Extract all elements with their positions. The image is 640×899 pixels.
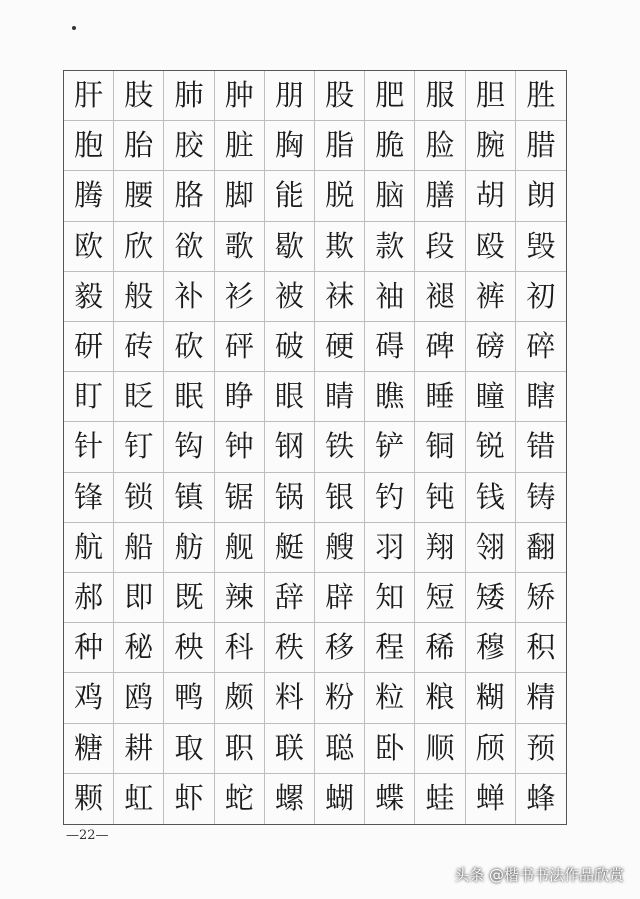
character-cell: 锐 bbox=[466, 422, 516, 472]
character-cell: 袖 bbox=[365, 272, 415, 322]
character-cell: 胳 bbox=[164, 171, 214, 221]
character-cell: 腕 bbox=[466, 121, 516, 171]
ink-dot bbox=[72, 26, 76, 30]
character-cell: 虹 bbox=[114, 774, 164, 824]
character-cell: 错 bbox=[516, 422, 566, 472]
character-cell: 艇 bbox=[265, 523, 315, 573]
character-cell: 科 bbox=[215, 623, 265, 673]
character-cell: 穆 bbox=[466, 623, 516, 673]
character-cell: 即 bbox=[114, 573, 164, 623]
character-cell: 砍 bbox=[164, 322, 214, 372]
character-cell: 脑 bbox=[365, 171, 415, 221]
character-cell: 锅 bbox=[265, 473, 315, 523]
character-cell: 褪 bbox=[415, 272, 465, 322]
character-cell: 矮 bbox=[466, 573, 516, 623]
character-cell: 膳 bbox=[415, 171, 465, 221]
character-cell: 脸 bbox=[415, 121, 465, 171]
character-cell: 秧 bbox=[164, 623, 214, 673]
character-cell: 粒 bbox=[365, 673, 415, 723]
character-cell: 睛 bbox=[315, 372, 365, 422]
character-cell: 被 bbox=[265, 272, 315, 322]
character-cell: 种 bbox=[64, 623, 114, 673]
character-cell: 磅 bbox=[466, 322, 516, 372]
character-cell: 翔 bbox=[415, 523, 465, 573]
character-cell: 翻 bbox=[516, 523, 566, 573]
watermark-text: 头条 @楷书书法作品欣赏 bbox=[454, 866, 624, 884]
character-cell: 段 bbox=[415, 222, 465, 272]
character-cell: 胶 bbox=[164, 121, 214, 171]
character-cell: 针 bbox=[64, 422, 114, 472]
character-cell: 取 bbox=[164, 724, 214, 774]
character-cell: 钩 bbox=[164, 422, 214, 472]
character-cell: 欣 bbox=[114, 222, 164, 272]
character-cell: 睡 bbox=[415, 372, 465, 422]
character-cell: 锯 bbox=[215, 473, 265, 523]
character-cell: 颗 bbox=[64, 774, 114, 824]
character-cell: 船 bbox=[114, 523, 164, 573]
character-cell: 铲 bbox=[365, 422, 415, 472]
character-cell: 蜂 bbox=[526, 781, 556, 816]
character-cell: 胆 bbox=[466, 71, 516, 121]
practice-grid bbox=[63, 70, 567, 825]
character-cell: 硬 bbox=[315, 322, 365, 372]
character-cell: 盯 bbox=[64, 372, 114, 422]
character-cell: 积 bbox=[516, 623, 566, 673]
character-cell: 预 bbox=[516, 724, 566, 774]
character-cell: 毅 bbox=[64, 272, 114, 322]
character-cell: 碑 bbox=[415, 322, 465, 372]
character-cell: 移 bbox=[315, 623, 365, 673]
character-cell: 腰 bbox=[114, 171, 164, 221]
character-cell: 郝 bbox=[64, 573, 114, 623]
character-cell: 胞 bbox=[64, 121, 114, 171]
character-cell: 颇 bbox=[215, 673, 265, 723]
character-cell: 辟 bbox=[315, 573, 365, 623]
character-cell: 粮 bbox=[415, 673, 465, 723]
character-cell: 短 bbox=[415, 573, 465, 623]
page-number: —22— bbox=[66, 828, 109, 843]
character-cell: 肢 bbox=[114, 71, 164, 121]
character-cell: 款 bbox=[365, 222, 415, 272]
character-cell: 钓 bbox=[365, 473, 415, 523]
character-cell: 料 bbox=[265, 673, 315, 723]
character-cell: 鸭 bbox=[164, 673, 214, 723]
character-cell: 脱 bbox=[315, 171, 365, 221]
character-cell: 卧 bbox=[365, 724, 415, 774]
character-cell: 联 bbox=[265, 724, 315, 774]
character-cell: 矫 bbox=[516, 573, 566, 623]
character-cell: 舰 bbox=[215, 523, 265, 573]
character-cell: 蛇 bbox=[215, 774, 265, 824]
character-cell: 肿 bbox=[215, 71, 265, 121]
character-cell: 砰 bbox=[215, 322, 265, 372]
character-cell: 研 bbox=[64, 322, 114, 372]
character-cell: 稀 bbox=[415, 623, 465, 673]
character-cell: 鸥 bbox=[114, 673, 164, 723]
character-cell: 铁 bbox=[315, 422, 365, 472]
character-cell: 脂 bbox=[315, 121, 365, 171]
character-cell: 袜 bbox=[315, 272, 365, 322]
character-cell: 粉 bbox=[315, 673, 365, 723]
character-cell: 糊 bbox=[466, 673, 516, 723]
character-cell: 朋 bbox=[265, 71, 315, 121]
character-cell: 铜 bbox=[415, 422, 465, 472]
character-cell: 肺 bbox=[164, 71, 214, 121]
character-cell: 砖 bbox=[114, 322, 164, 372]
character-cell: 殴 bbox=[466, 222, 516, 272]
character-cell: 秘 bbox=[114, 623, 164, 673]
character-cell: 羽 bbox=[365, 523, 415, 573]
character-cell: 朗 bbox=[516, 171, 566, 221]
character-cell: 睁 bbox=[215, 372, 265, 422]
character-cell: 螺 bbox=[265, 774, 315, 824]
character-cell: 歌 bbox=[215, 222, 265, 272]
character-cell: 欧 bbox=[64, 222, 114, 272]
character-cell: 铸 bbox=[516, 473, 566, 523]
character-cell: 钢 bbox=[265, 422, 315, 472]
character-cell: 职 bbox=[215, 724, 265, 774]
character-cell: 镇 bbox=[164, 473, 214, 523]
character-cell: 锋 bbox=[64, 473, 114, 523]
character-cell: 瞧 bbox=[365, 372, 415, 422]
character-cell: 能 bbox=[265, 171, 315, 221]
character-cell: 腾 bbox=[64, 171, 114, 221]
character-cell: 糖 bbox=[64, 724, 114, 774]
character-cell: 耕 bbox=[114, 724, 164, 774]
character-cell: 程 bbox=[365, 623, 415, 673]
character-cell: 服 bbox=[415, 71, 465, 121]
character-cell: 艘 bbox=[315, 523, 365, 573]
character-cell: 脚 bbox=[215, 171, 265, 221]
character-cell: 精 bbox=[516, 673, 566, 723]
character-cell: 毁 bbox=[516, 222, 566, 272]
character-cell: 银 bbox=[315, 473, 365, 523]
character-cell: 钝 bbox=[415, 473, 465, 523]
character-cell: 眠 bbox=[164, 372, 214, 422]
character-cell: 辣 bbox=[215, 573, 265, 623]
character-cell: 蝉 bbox=[466, 774, 516, 824]
character-cell: 胜 bbox=[516, 71, 566, 121]
character-cell: 般 bbox=[114, 272, 164, 322]
character-cell: 肝 bbox=[64, 71, 114, 121]
character-cell: 裤 bbox=[466, 272, 516, 322]
character-cell: 航 bbox=[64, 523, 114, 573]
character-cell: 欲 bbox=[164, 222, 214, 272]
character-cell: 钉 bbox=[114, 422, 164, 472]
character-cell: 知 bbox=[365, 573, 415, 623]
character-cell: 胎 bbox=[114, 121, 164, 171]
character-cell: 虾 bbox=[164, 774, 214, 824]
character-cell: 锁 bbox=[114, 473, 164, 523]
character-cell: 瞳 bbox=[466, 372, 516, 422]
character-cell: 歇 bbox=[265, 222, 315, 272]
character-cell: 聪 bbox=[315, 724, 365, 774]
character-cell: 衫 bbox=[215, 272, 265, 322]
character-cell: 蛙 bbox=[415, 774, 465, 824]
character-cell: 既 bbox=[164, 573, 214, 623]
character-cell: 钟 bbox=[215, 422, 265, 472]
character-cell: 瞎 bbox=[516, 372, 566, 422]
character-cell: 碎 bbox=[516, 322, 566, 372]
character-cell: 顺 bbox=[415, 724, 465, 774]
character-cell: 蝴 bbox=[315, 774, 365, 824]
character-cell: 鸡 bbox=[64, 673, 114, 723]
character-cell: 脏 bbox=[215, 121, 265, 171]
character-cell: 补 bbox=[164, 272, 214, 322]
character-cell: 蝶 bbox=[365, 774, 415, 824]
character-cell: 腊 bbox=[516, 121, 566, 171]
character-cell: 破 bbox=[265, 322, 315, 372]
character-cell: 眼 bbox=[265, 372, 315, 422]
character-cell: 胸 bbox=[265, 121, 315, 171]
character-cell: 股 bbox=[315, 71, 365, 121]
character-cell: 碍 bbox=[365, 322, 415, 372]
character-cell: 初 bbox=[516, 272, 566, 322]
character-cell: 脆 bbox=[365, 121, 415, 171]
character-cell: 钱 bbox=[466, 473, 516, 523]
character-cell: 眨 bbox=[114, 372, 164, 422]
character-cell: 翎 bbox=[466, 523, 516, 573]
character-cell: 辞 bbox=[265, 573, 315, 623]
character-cell: 秩 bbox=[265, 623, 315, 673]
character-cell: 欺 bbox=[315, 222, 365, 272]
character-cell: 肥 bbox=[365, 71, 415, 121]
character-cell: 颀 bbox=[466, 724, 516, 774]
character-cell: 胡 bbox=[466, 171, 516, 221]
character-cell: 舫 bbox=[164, 523, 214, 573]
